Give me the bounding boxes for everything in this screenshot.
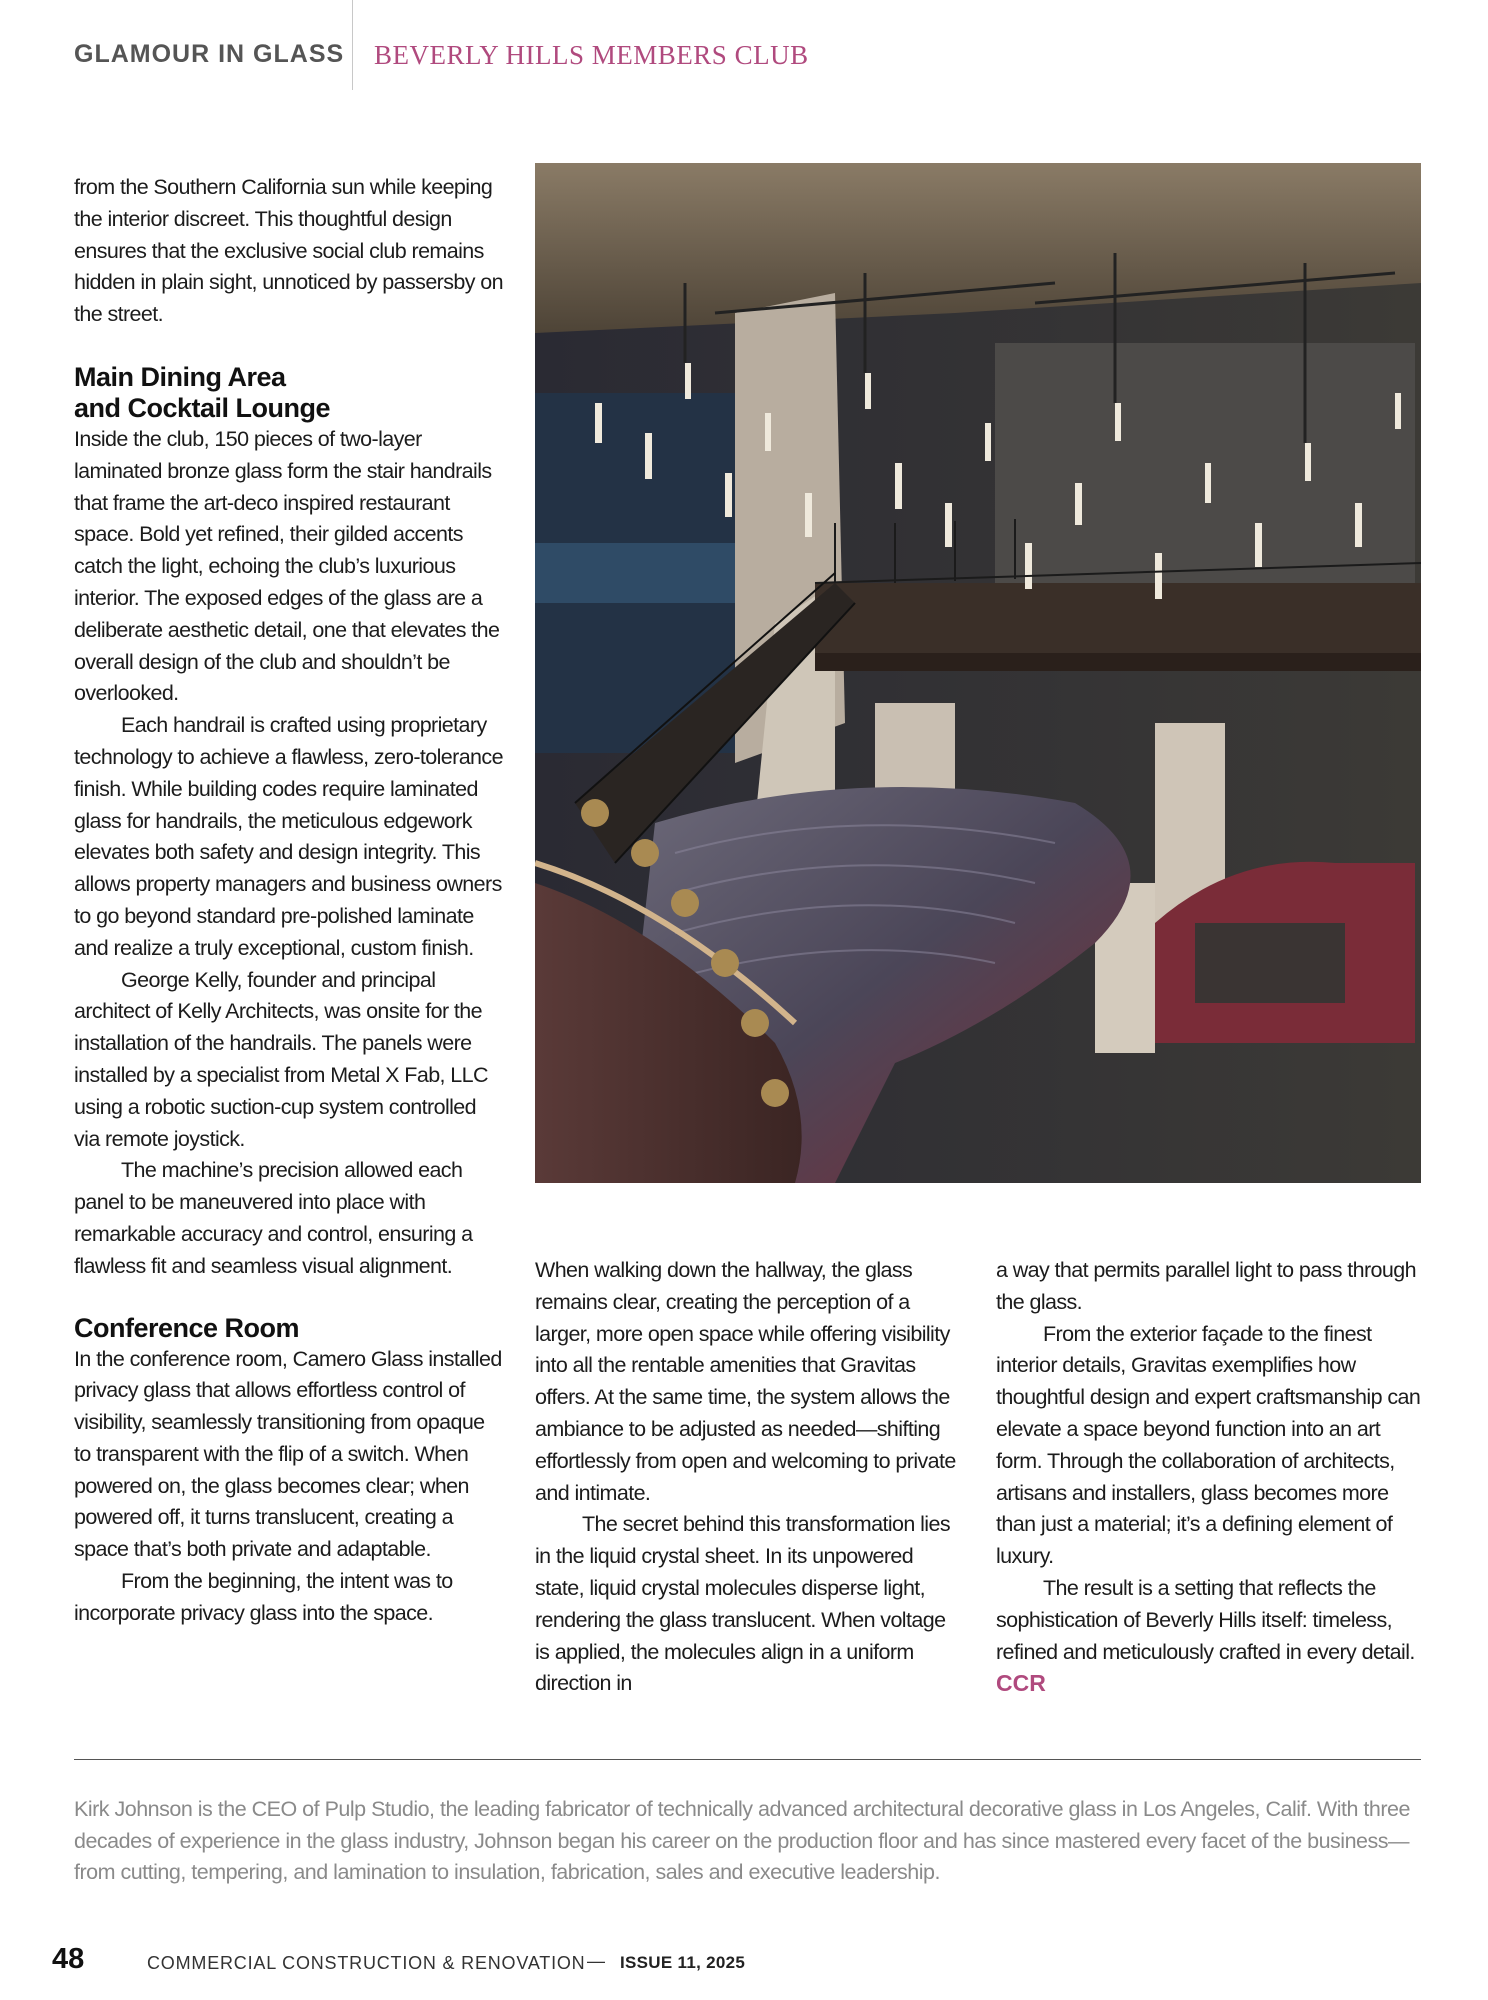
paragraph: The secret behind this transformation lies in the liquid crystal sheet. In its unpowered state, liquid crystal molecules disperse light, rendering the glass translucent. When voltage is applied, the molecules align in a uniform direction in <box>535 1512 950 1696</box>
paragraph-text: The result is a setting that reflects the sophistication of Beverly Hills itself: timeless, refined and meticulously crafted in every detail. <box>996 1575 1415 1664</box>
interior-photo <box>535 163 1421 1183</box>
page-number: 48 <box>52 1943 85 1975</box>
paragraph: a way that permits parallel light to pass through the glass. <box>996 1258 1416 1314</box>
article-column-1 <box>74 172 504 1630</box>
paragraph: In the conference room, Camero Glass installed privacy glass that allows effortless control of visibility, seamlessly transitioning from opaque to transparent with the flip of a switch. When powered on, the glass becomes clear; when powered off, it turns translucent, creating a space that’s both private and adaptable. <box>74 1346 502 1562</box>
paragraph: from the Southern California sun while keeping the interior discreet. This thoughtful design ensures that the exclusive social club remains hidden in plain sight, unnoticed by passersby on the street. <box>74 175 503 327</box>
heading-conference-room: Conference Room <box>74 1312 300 1343</box>
paragraph <box>996 1573 1426 1701</box>
bio-divider <box>74 1759 1421 1760</box>
paragraph: When walking down the hallway, the glass remains clear, creating the perception of a larger, more open space while offering visibility into all the rentable amenities that Gravitas offers. At the same time, the system allows the ambiance to be adjusted as needed—shifting effortlessly from open and welcoming to private and intimate. <box>535 1258 956 1505</box>
heading-line: Main Dining Area <box>74 361 286 392</box>
section-title: GLAMOUR IN GLASS <box>74 40 345 68</box>
interior-photo-illustration <box>535 163 1421 1183</box>
publication-name: COMMERCIAL CONSTRUCTION & RENOVATION <box>147 1953 586 1973</box>
paragraph: Each handrail is crafted using proprietary technology to achieve a flawless, zero-tolerance finish. While building codes require laminated glass for handrails, the meticulous edgework elevates both safety and design integrity. This allows property managers and business owners to go beyond standard pre-polished laminate and realize a truly exceptional, custom finish. <box>74 713 503 960</box>
paragraph: From the beginning, the intent was to incorporate privacy glass into the space. <box>74 1569 453 1625</box>
header-divider <box>352 0 353 90</box>
article-column-3 <box>996 1255 1426 1701</box>
article-subtitle: BEVERLY HILLS MEMBERS CLUB <box>374 40 809 70</box>
heading-line: and Cocktail Lounge <box>74 392 331 423</box>
footer-separator: — <box>587 1951 605 1971</box>
article-column-2 <box>535 1255 965 1700</box>
heading-main-dining <box>74 362 504 424</box>
paragraph: From the exterior façade to the finest interior details, Gravitas exemplifies how thoughtful design and expert craftsmanship can elevate a space beyond function into an art form. Through the collaboration of architects, artisans and installers, glass becomes more than just a material; it’s a defining element of luxury. <box>996 1321 1421 1569</box>
end-mark: CCR <box>996 1670 1046 1697</box>
issue-label: ISSUE 11, 2025 <box>620 1953 746 1972</box>
paragraph: The machine’s precision allowed each panel to be maneuvered into place with remarkable accuracy and control, ensuring a flawless fit and seamless visual alignment. <box>74 1158 473 1278</box>
paragraph: Inside the club, 150 pieces of two-layer laminated bronze glass form the stair handrails that frame the art-deco inspired restaurant space. Bold yet refined, their gilded accents catch the light, echoing the club’s luxurious interior. The exposed edges of the glass are a deliberate aesthetic detail, one that elevates the overall design of the club and shouldn’t be overlooked. <box>74 426 500 706</box>
paragraph: George Kelly, founder and principal architect of Kelly Architects, was onsite for the installation of the handrails. The panels were installed by a specialist from Metal X Fab, LLC using a robotic suction-cup system controlled via remote joystick. <box>74 967 488 1151</box>
author-bio: Kirk Johnson is the CEO of Pulp Studio, the leading fabricator of technically advanced architectural decorative glass in Los Angeles, Calif. With three decades of experience in the glass industry, Johnson began his career on the production floor and has since mastered every facet of the business—from cutting, tempering, and lamination to insulation, fabrication, sales and executive leadership. <box>74 1797 1410 1884</box>
